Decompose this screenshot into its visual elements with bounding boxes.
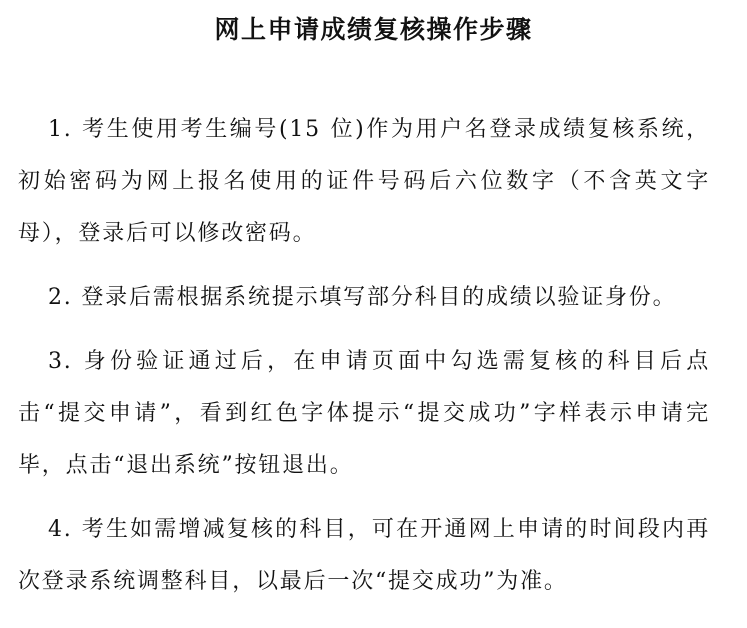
step-paragraph-1: 1. 考生使用考生编号(15 位)作为用户名登录成绩复核系统，初始密码为网上报名使用的证件号码后六位数字（不含英文字母），登录后可以修改密码。	[18, 117, 710, 246]
step-paragraph-2: 2. 登录后需根据系统提示填写部分科目的成绩以验证身份。	[48, 285, 677, 310]
step-paragraph-3: 3. 身份验证通过后，在申请页面中勾选需复核的科目后点击“提交申请”，看到红色字体提示“提交成功”字样表示申请完毕，点击“退出系统”按钮退出。	[18, 349, 710, 478]
document-body	[18, 104, 710, 620]
step-paragraph-4: 4. 考生如需增减复核的科目，可在开通网上申请的时间段内再次登录系统调整科目，以最后一次“提交成功”为准。	[18, 517, 710, 594]
document-title: 网上申请成绩复核操作步骤	[214, 15, 533, 44]
